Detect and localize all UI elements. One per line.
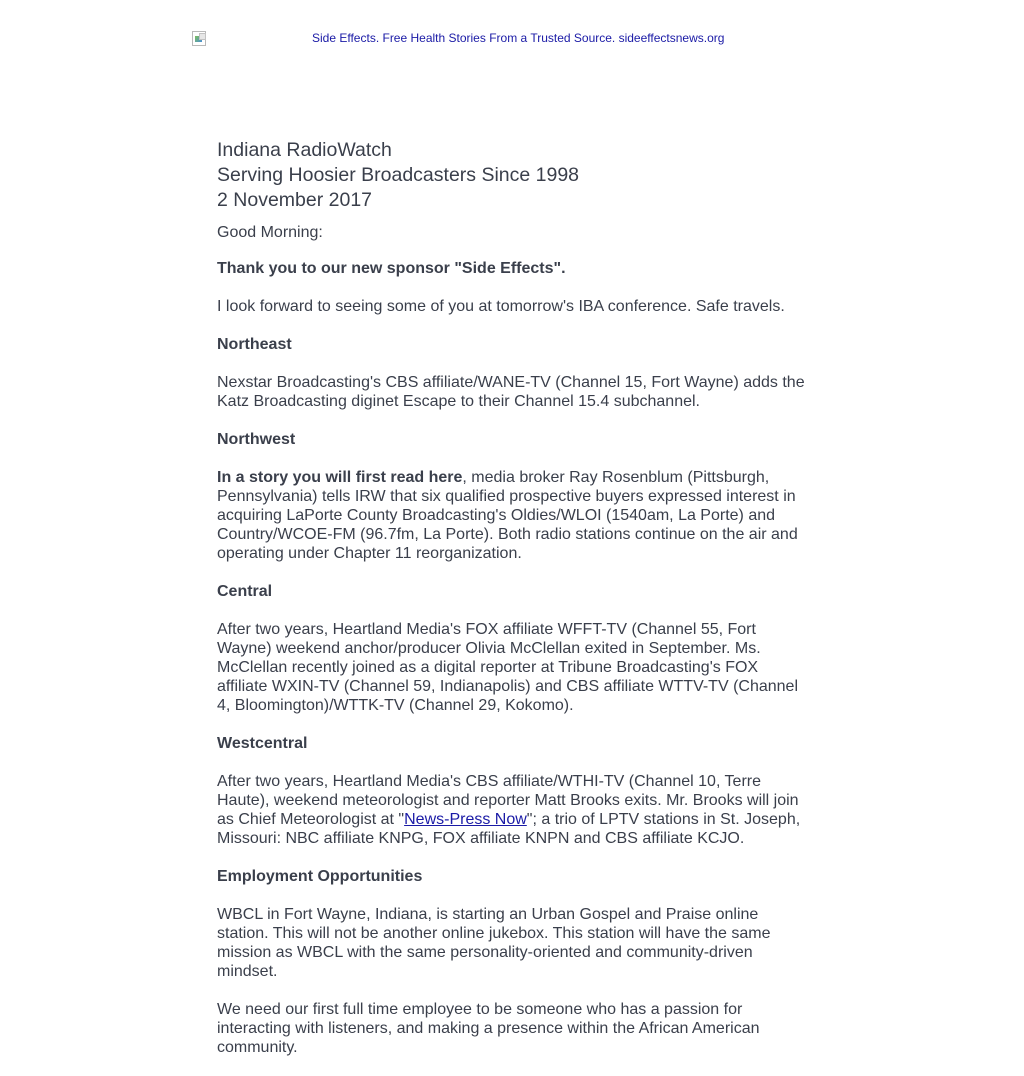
sponsor-banner-link[interactable]: Side Effects. Free Health Stories From a Trusted Source. sideeffectsnews.org — [312, 31, 725, 45]
issue-date: 2 November 2017 — [217, 189, 373, 211]
section-heading-northeast — [217, 335, 809, 354]
employment-paragraph-1: WBCL in Fort Wayne, Indiana, is starting an Urban Gospel and Praise online station. This will not be another online jukebox. This station will have the same mission as WBCL with the same personality-oriented and community-driven mindset. — [217, 906, 771, 980]
section-heading-central — [217, 582, 809, 601]
sponsor-thanks-text: Thank you to our new sponsor "Side Effects". — [217, 260, 566, 277]
westcentral-heading-text: Westcentral — [217, 735, 308, 752]
northwest-paragraph — [217, 468, 809, 563]
newsletter-content — [217, 138, 809, 1076]
greeting: Good Morning: — [217, 224, 323, 241]
conference-note: I look forward to seeing some of you at tomorrow's IBA conference. Safe travels. — [217, 298, 785, 315]
section-heading-employment — [217, 867, 809, 886]
northwest-body: , media broker Ray Rosenblum (Pittsburgh, Pennsylvania) tells IRW that six qualified prospective buyers expressed interest in acquiring LaPorte County Broadcasting's Oldies/WLOI (1540am, La Porte) and Country/WCOE-FM (96.7fm, La Porte). Both radio stations continue on the air and operating under Chapter 11 reorganization. — [217, 469, 798, 562]
section-heading-westcentral — [217, 734, 809, 753]
masthead — [217, 138, 809, 213]
northwest-heading-text: Northwest — [217, 431, 296, 448]
westcentral-body-after: "; a trio of LPTV stations in St. Joseph, Missouri: NBC affiliate KNPG, FOX affiliate KNPN and CBS affiliate KCJO. — [217, 811, 801, 847]
central-paragraph: After two years, Heartland Media's FOX affiliate WFFT-TV (Channel 55, Fort Wayne) weekend anchor/producer Olivia McClellan exited in September. Ms. McClellan recently joined as a digital reporter at Tribune Broadcasting's FOX affiliate WXIN-TV (Channel 59, Indianapolis) and CBS affiliate WTTV-TV (Channel 4, Bloomington)/WTTK-TV (Channel 29, Kokomo). — [217, 621, 798, 714]
sponsor-banner[interactable] — [192, 30, 832, 48]
section-heading-northwest — [217, 430, 809, 449]
employment-heading-text: Employment Opportunities — [217, 868, 423, 885]
central-heading-text: Central — [217, 583, 273, 600]
northwest-lead: In a story you will first read here — [217, 469, 463, 486]
northeast-heading-text: Northeast — [217, 336, 292, 353]
newsletter-tagline: Serving Hoosier Broadcasters Since 1998 — [217, 164, 580, 186]
employment-paragraph-2: We need our first full time employee to be someone who has a passion for interacting with listeners, and making a presence within the African American community. — [217, 1001, 760, 1056]
news-press-now-link[interactable]: News-Press Now — [404, 811, 527, 828]
sponsor-thanks — [217, 259, 809, 278]
newsletter-title: Indiana RadioWatch — [217, 139, 392, 161]
westcentral-body-before: After two years, Heartland Media's CBS affiliate/WTHI-TV (Channel 10, Terre Haute), weekend meteorologist and reporter Matt Brooks exits. Mr. Brooks will join as Chief Meteorologist at " — [217, 773, 799, 828]
broken-image-icon[interactable] — [192, 31, 206, 46]
westcentral-paragraph — [217, 772, 809, 848]
northeast-paragraph: Nexstar Broadcasting's CBS affiliate/WANE-TV (Channel 15, Fort Wayne) adds the Katz Broadcasting diginet Escape to their Channel 15.4 subchannel. — [217, 374, 805, 410]
